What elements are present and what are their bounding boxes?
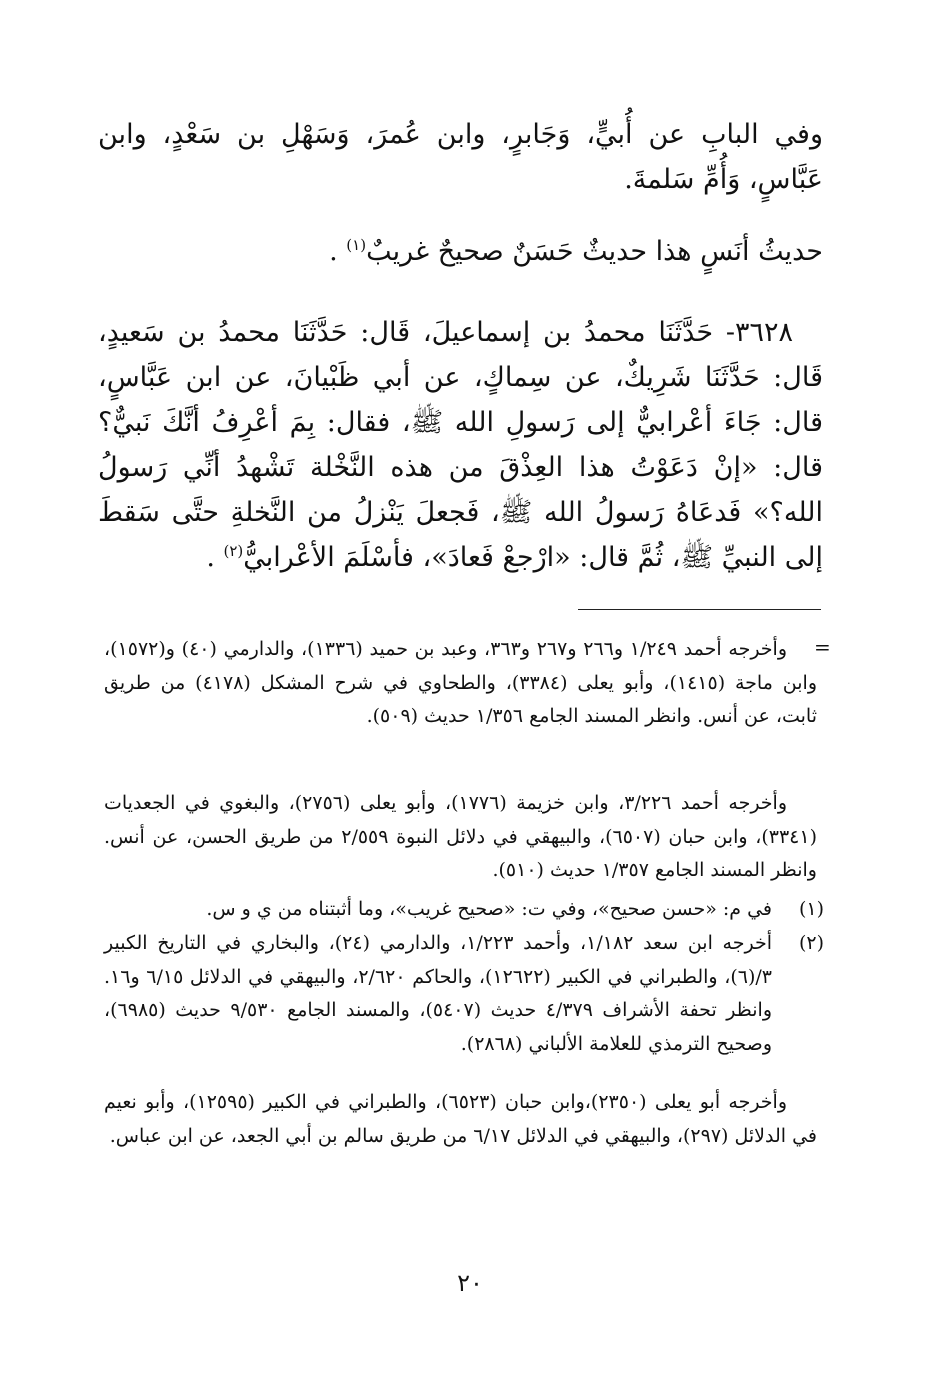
footnote-separator xyxy=(578,609,821,610)
footnote-continued-2: وأخرجه أحمد ٣/٢٢٦، وابن خزيمة (١٧٧٦)، وأبو يعلى (٢٧٥٦)، والبغوي في الجعديات (٣٣٤١)، وابن حبان (٦٥٠٧)، والبيهقي في دلائل النبوة ٢/٥٥٩ من طريق الحسن، عن أنس. وانظر المسند الجامع ١/٣٥٧ حديث (٥١٠). xyxy=(104,792,817,881)
footnote-2: أخرجه ابن سعد ١/١٨٢، وأحمد ١/٢٢٣، والدارمي (٢٤)، والبخاري في التاريخ الكبير ٣/(٦)، والطبراني في الكبير (١٢٦٢٢)، والحاكم ٢/٦٢٠، والبيهقي في الدلائل ٦/١٥ و١٦. وانظر تحفة الأشراف ٤/٣٧٩ حديث (٥٤٠٧)، والمسند الجامع ٩/٥٣٠ حديث (٦٩٨٥)، وصحيح الترمذي للعلامة الألباني (٢٨٦٨). xyxy=(104,932,773,1055)
footnote-number-1: (١) xyxy=(798,898,824,920)
footnote-continuation-mark: = xyxy=(814,635,831,659)
page-number: ٢٠ xyxy=(457,1269,483,1297)
paragraph-chapter-note-text: وفي البابِ عن أُبيٍّ، وَجَابرٍ، وابن عُمرَ، وَسَهْلِ بن سَعْدٍ، وابن عَبَّاسٍ، وَأُمِّ سَلمةَ. xyxy=(98,119,823,195)
footnote-2-continued: وأخرجه أبو يعلى (٢٣٥٠)،وابن حبان (٦٥٢٣)، والطبراني في الكبير (١٢٥٩٥)، وأبو نعيم في الدلائل (٢٩٧)، والبيهقي في الدلائل ٦/١٧ من طريق سالم بن أبي الجعد، عن ابن عباس. xyxy=(104,1091,817,1147)
paragraph-grading-text: حديثُ أنَسٍ هذا حديثٌ حَسَنٌ صحيحٌ غريبٌ xyxy=(366,236,823,267)
footnote-ref-1[interactable]: (١) xyxy=(346,236,367,254)
paragraph-chapter-note xyxy=(98,112,823,202)
footnote-ref-2[interactable]: (٢) xyxy=(223,542,244,560)
paragraph-grading-end: . xyxy=(329,236,347,267)
paragraph-hadith-text: ٣٦٢٨- حَدَّثَنَا محمدُ بن إسماعيلَ، قَال: حَدَّثَنَا محمدُ بن سَعيدٍ، قَال: حَدَّثَنَا شَرِيكٌ، عن سِماكٍ، عن أبي ظَبْيانَ، عن ابن عَبَّاسٍ، قال: جَاءَ أعْرابيٌّ إلى رَسولِ الله ﷺ، فقال: بِمَ أعْرِفُ أنَّكَ نَبيٌّ؟ قال: «إنْ دَعَوْتُ هذا العِذْقَ من هذه النَّخْلة تَشْهدُ أنِّي رَسولُ الله؟» فَدعَاهُ رَسولُ الله ﷺ، فَجعلَ يَنْزلُ من النَّخلةِ حتَّى سَقطَ إلى النبيِّ ﷺ، ثُمَّ قال: «ارْجعْ فَعادَ»، فأسْلَمَ الأعْرابيُّ xyxy=(98,317,823,573)
footnote-1: في م: «حسن صحيح»، وفي ت: «صحيح غريب»، وما أثبتناه من ي و س. xyxy=(206,898,772,920)
footnote-continued-1: وأخرجه أحمد ١/٢٤٩ و٢٦٦ و٢٦٧ و٣٦٣، وعبد بن حميد (١٣٣٦)، والدارمي (٤٠) و(١٥٧٢)، وابن ماجة (١٤١٥)، وأبو يعلى (٣٣٨٤)، والطحاوي في شرح المشكل (٤١٧٨) من طريق ثابت، عن أنس. وانظر المسند الجامع ١/٣٥٦ حديث (٥٠٩). xyxy=(104,638,817,727)
paragraph-hadith-end: . xyxy=(206,542,224,573)
paragraph-grading xyxy=(98,229,823,274)
paragraph-hadith-3628 xyxy=(98,310,823,580)
footnote-number-2: (٢) xyxy=(798,932,824,954)
